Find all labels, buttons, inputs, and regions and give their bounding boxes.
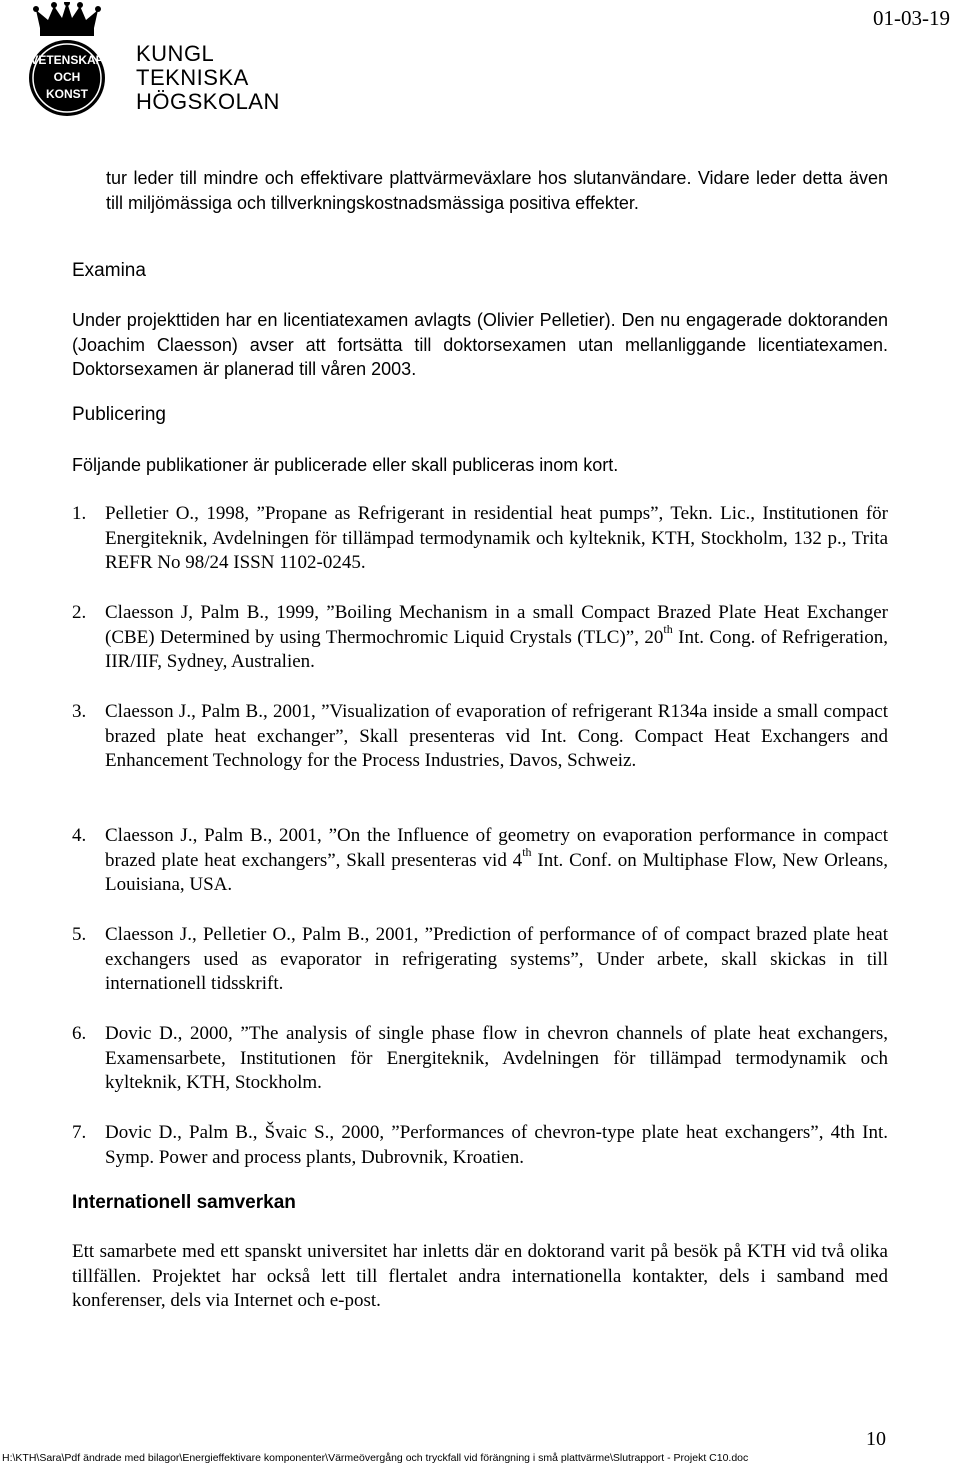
reference-number: 4. bbox=[72, 825, 87, 846]
internationell-paragraph: Ett samarbete med ett spanskt universitet har inletts där en doktorand varit på besök på KTH vid två olika tillfällen. Projektet har också lett till flertalet andra internationella kontakter, dels i samband med konferenser, dels via Internet och e-post. bbox=[72, 1241, 888, 1312]
file-path-footer: H:\KTH\Sara\Pdf ändrade med bilagor\Energieffektivare komponenter\Värmeövergång och tryckfall vid förängning i små plattvärme\Slutrapport - Projekt C10.doc bbox=[2, 1452, 749, 1464]
crown-emblem-icon bbox=[2, 2, 132, 120]
kth-logo bbox=[2, 2, 280, 120]
reference-item bbox=[72, 601, 888, 675]
section-heading-examina: Examina bbox=[72, 260, 146, 281]
reference-text: Claesson J, Palm B., 1999, ”Boiling Mechanism in a small Compact Brazed Plate Heat Exchanger (CBE) Determined by using Thermochromic Liquid Crystals (TLC)”, 20th Int. Cong. of Refrigeration, IIR/IIF, Sydney, Australien. bbox=[105, 602, 888, 673]
section-heading-internationell: Internationell samverkan bbox=[72, 1192, 296, 1213]
superscript: th bbox=[663, 622, 673, 637]
section-heading-publicering: Publicering bbox=[72, 404, 166, 425]
reference-number: 6. bbox=[72, 1023, 87, 1044]
reference-text: Claesson J., Pelletier O., Palm B., 2001, ”Prediction of performance of of compact brazed plate heat exchangers used as evaporator in refrigerating systems”, Under arbete, skall skickas in till internationell tidsskrift. bbox=[105, 924, 888, 995]
reference-number: 7. bbox=[72, 1122, 87, 1143]
publicering-intro: Följande publikationer är publicerade eller skall publiceras inom kort. bbox=[72, 455, 619, 475]
logo-line-3: KONST bbox=[46, 87, 88, 101]
reference-text: Dovic D., 2000, ”The analysis of single phase flow in chevron channels of plate heat exchangers, Examensarbete, Institutionen för Energiteknik, Avdelningen för tillämpad termodynamik och kylteknik, KTH, Stockholm. bbox=[105, 1023, 888, 1094]
intro-paragraph: tur leder till mindre och effektivare plattvärmeväxlare hos slutanvändare. Vidare leder detta även till miljömässiga och tillverkningskostnadsmässiga positiva effekter. bbox=[106, 168, 888, 213]
institution-name bbox=[136, 42, 280, 114]
reference-number: 2. bbox=[72, 602, 87, 623]
examina-paragraph: Under projekttiden har en licentiatexamen avlagts (Olivier Pelletier). Den nu engagerade doktoranden (Joachim Claesson) avser att fortsätta till doktorsexamen utan mellanliggande licentiatexamen. Doktorsexamen är planerad till våren 2003. bbox=[72, 310, 888, 379]
reference-number: 5. bbox=[72, 924, 87, 945]
institution-line-3: HÖGSKOLAN bbox=[136, 89, 280, 114]
reference-number: 1. bbox=[72, 503, 87, 524]
reference-item bbox=[72, 824, 888, 898]
superscript: th bbox=[522, 845, 532, 860]
page-number: 10 bbox=[866, 1428, 886, 1450]
reference-number: 3. bbox=[72, 701, 87, 722]
reference-item bbox=[72, 923, 888, 997]
reference-item bbox=[72, 502, 888, 576]
reference-item bbox=[72, 1022, 888, 1096]
institution-line-2: TEKNISKA bbox=[136, 65, 249, 90]
reference-text: Dovic D., Palm B., Švaic S., 2000, ”Performances of chevron-type plate heat exchangers”, 4th Int. Symp. Power and process plants, Dubrovnik, Kroatien. bbox=[105, 1122, 888, 1168]
reference-item bbox=[72, 700, 888, 774]
reference-text: Claesson J., Palm B., 2001, ”Visualization of evaporation of refrigerant R134a inside a small compact brazed plate heat exchanger”, Skall presenteras vid Int. Cong. Compact Heat Exchangers and Enhancement Technology for the Process Industries, Davos, Schweiz. bbox=[105, 701, 888, 772]
logo-line-2: OCH bbox=[53, 70, 81, 84]
document-date: 01-03-19 bbox=[873, 6, 950, 30]
reference-item bbox=[72, 1121, 888, 1170]
logo-line-1: VETENSKAP bbox=[30, 53, 104, 67]
reference-text: Pelletier O., 1998, ”Propane as Refrigerant in residential heat pumps”, Tekn. Lic., Institutionen för Energiteknik, Avdelningen för tillämpad termodynamik och kylteknik, KTH, Stockholm, 132 p., Trita REFR No 98/24 ISSN 1102-0245. bbox=[105, 503, 888, 574]
institution-line-1: KUNGL bbox=[136, 41, 215, 66]
reference-text: Claesson J., Palm B., 2001, ”On the Influence of geometry on evaporation performance in compact brazed plate heat exchangers”, Skall presenteras vid 4th Int. Conf. on Multiphase Flow, New Orleans, Louisiana, USA. bbox=[105, 825, 888, 896]
